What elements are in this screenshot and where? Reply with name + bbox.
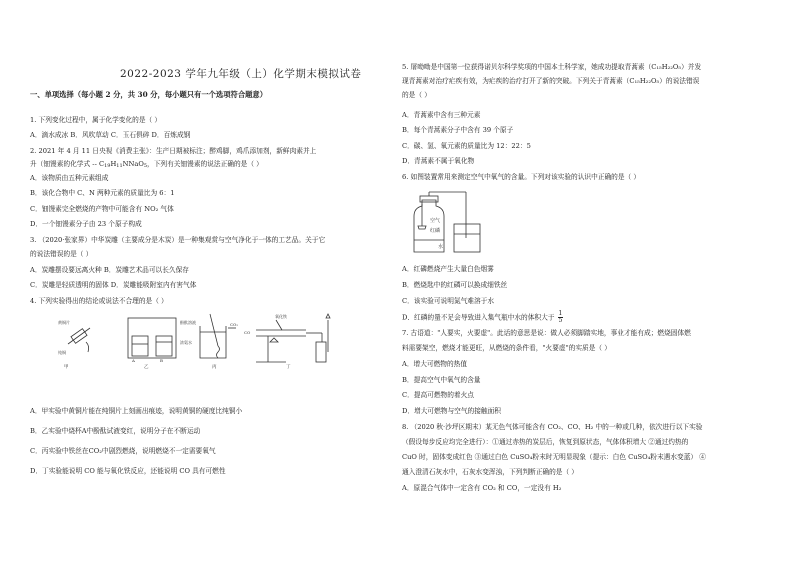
q6-option-d: D．红磷的量不足会导致进入集气瓶中水的体积大于 $\frac{1}{5}$ <box>402 310 563 324</box>
q2-line1: 2. 2021 年 4 月 11 日央视《消费主张》：生产日期被标注；醉鸡脚，鸡爪添加剂，新鲜肉素并上 <box>30 147 317 155</box>
q5-line2: 现青蒿素对治疗疟疾有效，为疟疾的治疗打开了新的突破。下列关于青蒿素（C₁₅H₂₂O₅）的说法错误 <box>402 77 700 85</box>
q3-options-cd: C．炭雕是轻质透明的固体 D．炭雕能吸附室内有害气体 <box>30 281 197 289</box>
q2-option-d: D．一个钿馒素分子由 23 个原子构成 <box>30 220 142 228</box>
section-heading: 一、单项选择（每小题 2 分，共 30 分，每小题只有一个选项符合题意） <box>30 90 268 99</box>
q5-option-a: A．青蒿素中含有三种元素 <box>402 111 481 119</box>
svg-text:空气: 空气 <box>430 218 441 224</box>
svg-text:浓氨水: 浓氨水 <box>180 340 192 345</box>
q2-option-b: B．该化合物中 C、N 两种元素的质量比为 6：1 <box>30 189 175 197</box>
q4-stem: 4. 下列实验得出的结论或说法不合理的是（ ） <box>30 297 168 305</box>
q6-apparatus-figure <box>408 190 498 256</box>
q6-stem: 6. 如图装置常用来测定空气中氧气的含量。下列对该实验的认识中正确的是（ ） <box>402 173 641 181</box>
q2-option-a: A．该物质由五种元素组成 <box>30 174 109 182</box>
label-bing: 丙 <box>212 365 217 370</box>
q4-option-a: A．甲实验中黄铜片能在纯铜片上刻画出痕迹，说明黄铜的硬度比纯铜小 <box>30 407 243 415</box>
label-yi: 乙 <box>144 365 149 370</box>
left-column <box>30 0 390 562</box>
q8-line1: 8. （2020 秋·沙坪区期末）某无色气体可能含有 CO₂、CO、H₂ 中的一种或几种，依次进行以下实验 <box>402 423 703 431</box>
svg-text:氧化铁: 氧化铁 <box>275 314 287 319</box>
svg-text:纯铜: 纯铜 <box>58 350 66 355</box>
fraction-one-fifth: $\frac{1}{5}$ <box>558 310 563 324</box>
q4-figure <box>60 312 350 370</box>
svg-text:CO: CO <box>244 330 251 335</box>
q5-line3: 的是（ ） <box>402 91 431 99</box>
q5-option-b: B．每个青蒿素分子中含有 39 个原子 <box>402 126 514 134</box>
svg-text:黄铜片: 黄铜片 <box>58 320 70 325</box>
q5-option-d: D．青蒿素不属于氧化物 <box>402 157 475 165</box>
right-column <box>402 0 762 562</box>
q8-line3: CuO 时，固体变成红色 ③通过白色 CuSO₄粉末时无明显现象（提示：白色 CuSO₄粉末遇水变蓝） ④ <box>402 453 706 461</box>
q6-option-b: B．燃烧匙中的红磷可以换成细铁丝 <box>402 281 508 289</box>
q5-line1: 5. 屠呦呦是中国第一位获得诺贝尔科学奖项的中国本土科学家，她成功提取青蒿素（C₁₅H₂₂O₅）并发 <box>402 63 702 71</box>
figure-yi <box>128 318 196 363</box>
q7-line2: 料需要架空，燃烧才能更旺，从燃烧的条件看，"火要虚"的实质是（ ） <box>402 344 611 352</box>
label-jia: 甲 <box>64 365 69 370</box>
q3-line2: 的说法错误的是（ ） <box>30 250 93 258</box>
q2-line2: 升（钿馒素的化学式 -- $C_{19}H_{11}NNaO_5$，下列有关钿馒素的说法正确的是（ ） <box>30 160 263 169</box>
q4-option-c: C．丙实验中铁丝在CO₂中剧烈燃烧，说明燃烧不一定需要氧气 <box>30 447 216 455</box>
svg-text:CO₂: CO₂ <box>230 322 238 327</box>
figure-jia <box>58 319 90 355</box>
q3-options-ab: A．炭雕摆设要远离火种 B．炭雕艺术品可以长久保存 <box>30 266 189 274</box>
svg-text:A: A <box>132 358 135 363</box>
q1-stem: 1. 下列变化过程中，属于化学变化的是（ ） <box>30 116 162 124</box>
q1-options: A．滴水成冰 B．风吹草动 C．玉石俱碎 D．百炼成钢 <box>30 131 191 139</box>
q8-option-a: A．原混合气体中一定含有 CO₂ 和 CO，一定没有 H₂ <box>402 484 562 492</box>
q4-option-d: D．丁实验能说明 CO 能与氧化铁反应，还能说明 CO 具有可燃性 <box>30 467 226 475</box>
figure-ding <box>244 313 330 362</box>
q6-option-c: C．该实验可说明氮气难溶于水 <box>402 297 495 305</box>
page-title: 2022-2023 学年九年级（上）化学期末模拟试卷 <box>120 68 362 80</box>
svg-text:酚酞溶液: 酚酞溶液 <box>180 320 196 325</box>
q6-option-a: A．红磷燃烧产生大量白色烟雾 <box>402 265 494 273</box>
svg-text:水: 水 <box>438 244 444 250</box>
q7-option-d: D．增大可燃物与空气的接触面积 <box>402 407 501 415</box>
q3-line1: 3. （2020·张家界）中华炭雕（主要成分是木炭）是一种集观赏与空气净化于一体的工艺品。关于它 <box>30 236 326 244</box>
q5-option-c: C．碳、氢、氧元素的质量比为 12：22：5 <box>402 142 531 150</box>
q4-option-b: B．乙实验中烧杯A中酚酞试液变红，说明分子在不断运动 <box>30 427 201 435</box>
q7-option-a: A．增大可燃物的热值 <box>402 360 468 368</box>
q8-line4: 通入澄清石灰水中，石灰水变浑浊，下列判断正确的是（ ） <box>402 468 578 476</box>
q8-line2: （假设每步反应均完全进行）：①通过赤热的炭层后，恢复到原状态，气体体积增大 ②通过灼热的 <box>402 438 689 446</box>
q2-option-c: C．钿馒素完全燃烧的产物中可能含有 NO₂ 气体 <box>30 205 174 213</box>
q7-option-c: C．提高可燃物的着火点 <box>402 391 474 399</box>
label-ding: 丁 <box>286 365 291 370</box>
svg-text:红磷: 红磷 <box>430 228 441 234</box>
svg-text:B: B <box>160 358 163 363</box>
q7-option-b: B．提高空气中氧气的含量 <box>402 376 481 384</box>
q7-line1: 7. 古语道："人要实，火要虚"。此话的意思是说：做人必须脚踏实地，事业才能有成；燃烧固体燃 <box>402 329 691 337</box>
figure-bing <box>200 314 238 358</box>
